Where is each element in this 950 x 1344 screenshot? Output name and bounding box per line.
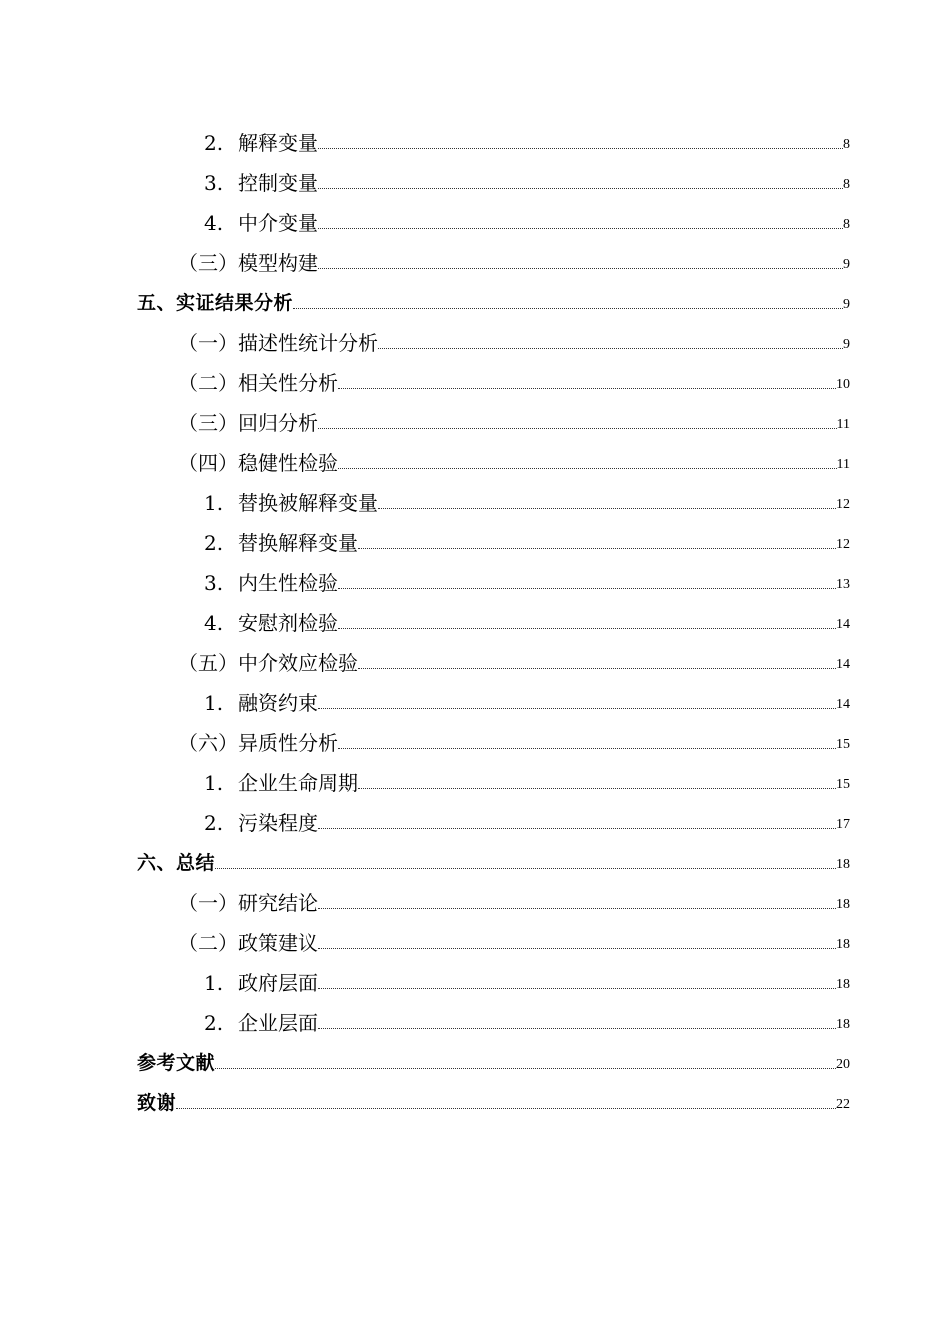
toc-entry-page-number: 8 bbox=[843, 137, 850, 152]
dot-leader bbox=[378, 347, 843, 349]
toc-entry[interactable] bbox=[0, 957, 950, 997]
toc-entry[interactable] bbox=[0, 317, 950, 357]
table-of-contents bbox=[0, 117, 950, 1117]
toc-entry-number: 2. bbox=[204, 531, 224, 555]
toc-entry-page-number: 18 bbox=[836, 857, 850, 872]
toc-entry-text: 安慰剂检验 bbox=[238, 611, 338, 635]
dot-leader bbox=[318, 427, 837, 429]
toc-entry-page-number: 9 bbox=[843, 257, 850, 272]
toc-entry[interactable] bbox=[0, 1077, 950, 1117]
toc-entry-title bbox=[204, 529, 358, 557]
dot-leader bbox=[318, 947, 836, 949]
toc-entry-text: （二）政策建议 bbox=[178, 931, 318, 955]
dot-leader bbox=[215, 1067, 836, 1069]
toc-entry-page-number: 14 bbox=[836, 697, 850, 712]
toc-entry-page-number: 18 bbox=[836, 897, 850, 912]
toc-entry-title bbox=[204, 969, 318, 997]
toc-entry-title bbox=[178, 729, 338, 757]
toc-entry-title bbox=[204, 129, 318, 157]
toc-entry-text: 融资约束 bbox=[238, 691, 318, 715]
toc-entry[interactable] bbox=[0, 437, 950, 477]
toc-entry[interactable] bbox=[0, 397, 950, 437]
toc-entry-title bbox=[204, 489, 378, 517]
dot-leader bbox=[318, 227, 843, 229]
toc-entry[interactable] bbox=[0, 997, 950, 1037]
toc-entry-title bbox=[204, 169, 318, 197]
toc-entry-page-number: 11 bbox=[836, 417, 850, 432]
toc-entry-page-number: 18 bbox=[836, 937, 850, 952]
dot-leader bbox=[358, 667, 836, 669]
toc-entry-page-number: 9 bbox=[843, 297, 850, 312]
toc-entry-page-number: 18 bbox=[836, 1017, 850, 1032]
toc-entry-page-number: 14 bbox=[836, 657, 850, 672]
toc-entry-page-number: 18 bbox=[836, 977, 850, 992]
toc-entry-number: 1. bbox=[204, 491, 224, 515]
dot-leader bbox=[358, 547, 836, 549]
toc-entry-text: （六）异质性分析 bbox=[178, 731, 338, 755]
dot-leader bbox=[318, 1027, 836, 1029]
toc-entry-text: 致谢 bbox=[137, 1092, 177, 1114]
toc-entry-page-number: 11 bbox=[836, 457, 850, 472]
toc-entry-text: 政府层面 bbox=[238, 971, 318, 995]
toc-entry-title bbox=[204, 209, 318, 237]
dot-leader bbox=[318, 987, 836, 989]
toc-entry-title bbox=[178, 369, 338, 397]
toc-entry-text: （五）中介效应检验 bbox=[178, 651, 358, 675]
toc-entry[interactable] bbox=[0, 197, 950, 237]
toc-entry[interactable] bbox=[0, 677, 950, 717]
toc-entry-page-number: 12 bbox=[836, 497, 850, 512]
dot-leader bbox=[338, 587, 836, 589]
toc-entry[interactable] bbox=[0, 757, 950, 797]
toc-entry-title bbox=[178, 649, 358, 677]
dot-leader bbox=[338, 747, 836, 749]
dot-leader bbox=[318, 187, 843, 189]
toc-entry[interactable] bbox=[0, 557, 950, 597]
dot-leader bbox=[176, 1107, 836, 1109]
toc-entry[interactable] bbox=[0, 877, 950, 917]
toc-entry-number: 1. bbox=[204, 771, 224, 795]
toc-entry-number: 2. bbox=[204, 131, 224, 155]
toc-entry-page-number: 17 bbox=[836, 817, 850, 832]
toc-entry-title bbox=[178, 249, 318, 277]
dot-leader bbox=[215, 867, 836, 869]
toc-entry-number: 2. bbox=[204, 1011, 224, 1035]
toc-entry-title bbox=[204, 609, 338, 637]
dot-leader bbox=[338, 467, 837, 469]
toc-entry-text: 内生性检验 bbox=[238, 571, 338, 595]
toc-entry-text: 解释变量 bbox=[238, 131, 318, 155]
toc-entry-text: （四）稳健性检验 bbox=[178, 451, 338, 475]
toc-entry-page-number: 15 bbox=[836, 737, 850, 752]
toc-entry-text: 污染程度 bbox=[238, 811, 318, 835]
dot-leader bbox=[378, 507, 836, 509]
toc-entry-title bbox=[137, 1049, 215, 1077]
toc-entry[interactable] bbox=[0, 717, 950, 757]
toc-entry-text: 替换被解释变量 bbox=[238, 491, 378, 515]
toc-entry[interactable] bbox=[0, 277, 950, 317]
toc-entry[interactable] bbox=[0, 357, 950, 397]
toc-entry-page-number: 9 bbox=[843, 337, 850, 352]
toc-entry-number: 1. bbox=[204, 971, 224, 995]
toc-entry[interactable] bbox=[0, 117, 950, 157]
toc-entry-text: 六、总结 bbox=[137, 852, 216, 874]
dot-leader bbox=[318, 147, 843, 149]
toc-entry-title bbox=[204, 1009, 318, 1037]
toc-entry-page-number: 8 bbox=[843, 217, 850, 232]
toc-entry[interactable] bbox=[0, 517, 950, 557]
toc-entry-text: 替换解释变量 bbox=[238, 531, 358, 555]
toc-entry-number: 2. bbox=[204, 811, 224, 835]
toc-entry[interactable] bbox=[0, 1037, 950, 1077]
dot-leader bbox=[318, 267, 843, 269]
toc-entry[interactable] bbox=[0, 917, 950, 957]
toc-entry[interactable] bbox=[0, 477, 950, 517]
toc-entry-number: 3. bbox=[204, 171, 224, 195]
toc-entry[interactable] bbox=[0, 797, 950, 837]
dot-leader bbox=[338, 387, 836, 389]
toc-entry-text: （一）描述性统计分析 bbox=[178, 331, 378, 355]
toc-entry[interactable] bbox=[0, 237, 950, 277]
toc-entry-text: 企业生命周期 bbox=[238, 771, 358, 795]
toc-entry-number: 1. bbox=[204, 691, 224, 715]
toc-entry-title bbox=[204, 769, 358, 797]
dot-leader bbox=[318, 827, 836, 829]
toc-entry-title bbox=[137, 849, 215, 877]
toc-entry-page-number: 14 bbox=[836, 617, 850, 632]
toc-entry-page-number: 13 bbox=[836, 577, 850, 592]
toc-entry-title bbox=[137, 1089, 176, 1117]
toc-entry-number: 4. bbox=[204, 211, 224, 235]
toc-entry-page-number: 15 bbox=[836, 777, 850, 792]
toc-entry-text: 参考文献 bbox=[137, 1052, 216, 1074]
toc-entry-text: 企业层面 bbox=[238, 1011, 318, 1035]
toc-entry-title bbox=[137, 289, 293, 317]
toc-entry-number: 4. bbox=[204, 611, 224, 635]
toc-entry-title bbox=[178, 929, 318, 957]
toc-entry-title bbox=[178, 889, 318, 917]
toc-entry-title bbox=[204, 569, 338, 597]
toc-entry-text: 控制变量 bbox=[238, 171, 318, 195]
dot-leader bbox=[318, 707, 836, 709]
toc-entry-number: 3. bbox=[204, 571, 224, 595]
toc-entry-text: （三）模型构建 bbox=[178, 251, 318, 275]
toc-entry-page-number: 20 bbox=[836, 1057, 850, 1072]
toc-entry-text: （一）研究结论 bbox=[178, 891, 318, 915]
toc-entry[interactable] bbox=[0, 637, 950, 677]
toc-entry[interactable] bbox=[0, 837, 950, 877]
toc-entry-text: 五、实证结果分析 bbox=[137, 292, 294, 314]
toc-entry-page-number: 10 bbox=[836, 377, 850, 392]
dot-leader bbox=[358, 787, 836, 789]
toc-entry-title bbox=[178, 449, 338, 477]
dot-leader bbox=[293, 307, 843, 309]
toc-entry[interactable] bbox=[0, 157, 950, 197]
toc-entry-title bbox=[204, 689, 318, 717]
toc-entry-page-number: 12 bbox=[836, 537, 850, 552]
dot-leader bbox=[318, 907, 836, 909]
dot-leader bbox=[338, 627, 836, 629]
toc-entry-title bbox=[204, 809, 318, 837]
toc-entry[interactable] bbox=[0, 597, 950, 637]
toc-entry-page-number: 8 bbox=[843, 177, 850, 192]
toc-entry-page-number: 22 bbox=[836, 1097, 850, 1112]
toc-entry-text: （二）相关性分析 bbox=[178, 371, 338, 395]
toc-entry-title bbox=[178, 409, 318, 437]
toc-entry-title bbox=[178, 329, 378, 357]
toc-entry-text: 中介变量 bbox=[238, 211, 318, 235]
toc-entry-text: （三）回归分析 bbox=[178, 411, 318, 435]
